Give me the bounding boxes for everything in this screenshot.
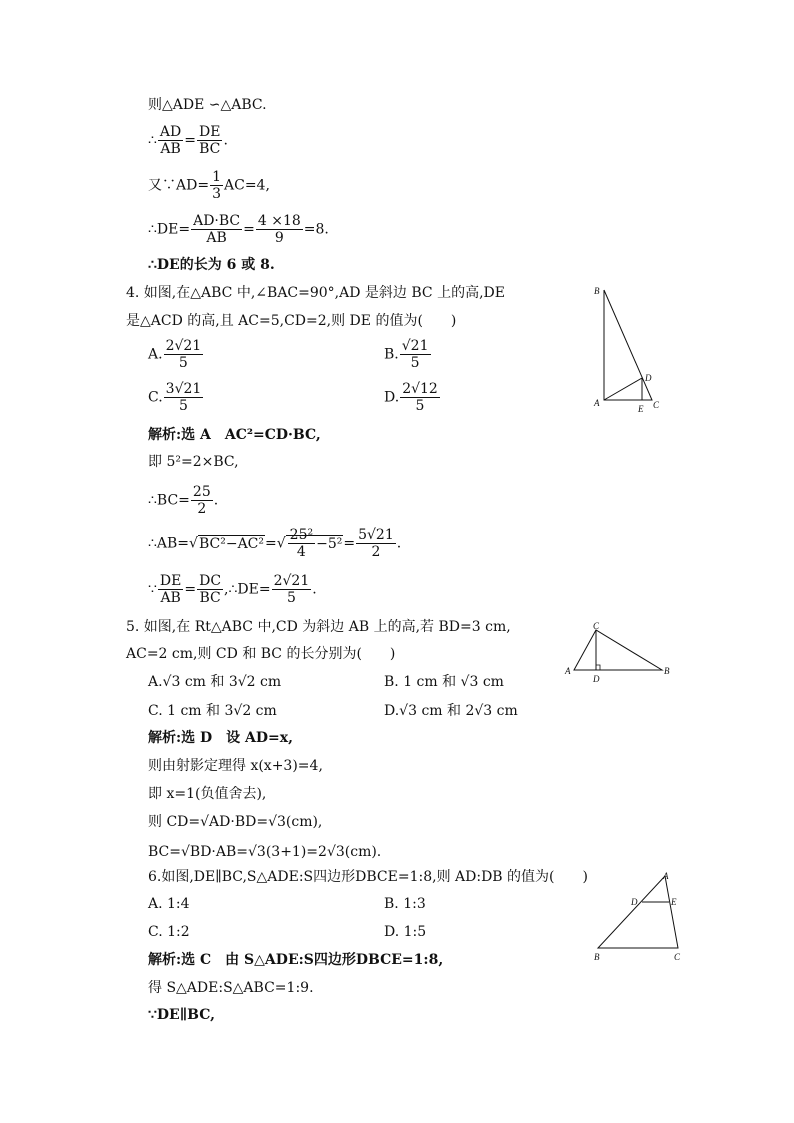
- option-D: D.√3 cm 和 2√3 cm: [384, 703, 518, 719]
- option-C: C. 1 cm 和 3√2 cm: [148, 703, 277, 719]
- question-5-stem: 5. 如图,在 Rt△ABC 中,CD 为斜边 AB 上的高,若 BD=3 cm,: [126, 619, 511, 635]
- option-B: B. 1 cm 和 √3 cm: [384, 674, 504, 690]
- fraction: $\frac{DE}{BC}$: [199, 124, 221, 157]
- label-A: A: [594, 398, 600, 408]
- text-line: ∴DE= $\frac{AD\cdot BC}{AB}$ = $\frac{4 \times 18}{9}$ =8.: [148, 213, 329, 246]
- fraction: $\frac{AD\cdot BC}{AB}$: [193, 213, 241, 246]
- option-C: C. $\frac{3√21}{5}$: [148, 381, 202, 414]
- solution-line: 则 CD=√AD·BD=√3(cm),: [148, 814, 323, 830]
- option-A: A. $\frac{2√21}{5}$: [148, 338, 202, 371]
- label-C: C: [593, 621, 600, 631]
- option-D: D. 1:5: [384, 924, 427, 940]
- fraction: $\frac{AD}{AB}$: [159, 124, 182, 157]
- ratio-line: ∴ $\frac{AD}{AB}$ = $\frac{DE}{BC}$ .: [148, 124, 228, 157]
- question-4-stem: 4. 如图,在△ABC 中,∠BAC=90°,AD 是斜边 BC 上的高,DE: [126, 285, 505, 301]
- solution-line: BC=√BD·AB=√3(3+1)=2√3(cm).: [148, 844, 382, 860]
- question-5-stem: AC=2 cm,则 CD 和 BC 的长分别为( ): [126, 646, 396, 662]
- label-E: E: [638, 404, 644, 414]
- option-A: A. 1:4: [148, 896, 190, 912]
- fraction: $\frac{1}{3}$: [212, 169, 221, 202]
- text-line: 又∵AD= $\frac{1}{3}$ AC=4,: [148, 169, 270, 202]
- solution-line: 解析:选 A AC²=CD·BC,: [148, 427, 321, 443]
- label-D: D: [631, 897, 638, 907]
- solution-line: 即 5²=2×BC,: [148, 454, 239, 470]
- solution-line: 则由射影定理得 x(x+3)=4,: [148, 758, 323, 774]
- option-B: B. 1:3: [384, 896, 426, 912]
- solution-line: ∵DE∥BC,: [148, 1007, 215, 1023]
- solution-line: 解析:选 C 由 S△ADE:S四边形DBCE=1:8,: [148, 952, 444, 968]
- label-B: B: [664, 666, 670, 676]
- label-A: A: [663, 871, 669, 881]
- label-C: C: [674, 952, 681, 962]
- option-D: D. $\frac{2√12}{5}$: [384, 381, 438, 414]
- question-4-stem: 是△ACD 的高,且 AC=5,CD=2,则 DE 的值为( ): [126, 313, 457, 329]
- label-A: A: [565, 666, 571, 676]
- option-B: B. $\frac{√21}{5}$: [384, 338, 429, 371]
- option-A: A.√3 cm 和 3√2 cm: [148, 674, 282, 690]
- solution-line: ∴BC= $\frac{25}{2}$ .: [148, 484, 219, 517]
- text-line: ∴DE的长为 6 或 8.: [148, 257, 275, 273]
- label-E: E: [671, 897, 677, 907]
- label-B: B: [594, 952, 600, 962]
- solution-line: 得 S△ADE:S△ABC=1:9.: [148, 980, 314, 996]
- text-line: 则△ADE ∽△ABC.: [148, 97, 267, 113]
- label-D: D: [593, 674, 600, 684]
- option-C: C. 1:2: [148, 924, 190, 940]
- solution-line: 解析:选 D 设 AD=x,: [148, 730, 294, 746]
- question-6-stem: 6.如图,DE∥BC,S△ADE:S四边形DBCE=1:8,则 AD:DB 的值为( ): [148, 869, 588, 885]
- label-B: B: [594, 286, 600, 296]
- fraction: $\frac{4 \times 18}{9}$: [257, 213, 301, 246]
- solution-line: ∴AB=√BC²−AC²=√ $\frac{\text{25²}}{4}$ −5²= $\frac{5√21}{2}$ .: [148, 527, 402, 560]
- solution-line: 即 x=1(负值舍去),: [148, 786, 267, 802]
- figure-q4-triangle: [590, 282, 670, 417]
- label-D: D: [645, 373, 652, 383]
- solution-line: ∵ $\frac{DE}{AB}$ = $\frac{DC}{BC}$ ,∴DE= $\frac{2√21}{5}$ .: [148, 573, 317, 606]
- figure-q6-triangle: [590, 870, 690, 965]
- label-C: C: [653, 400, 660, 410]
- figure-q5-triangle: [560, 620, 680, 686]
